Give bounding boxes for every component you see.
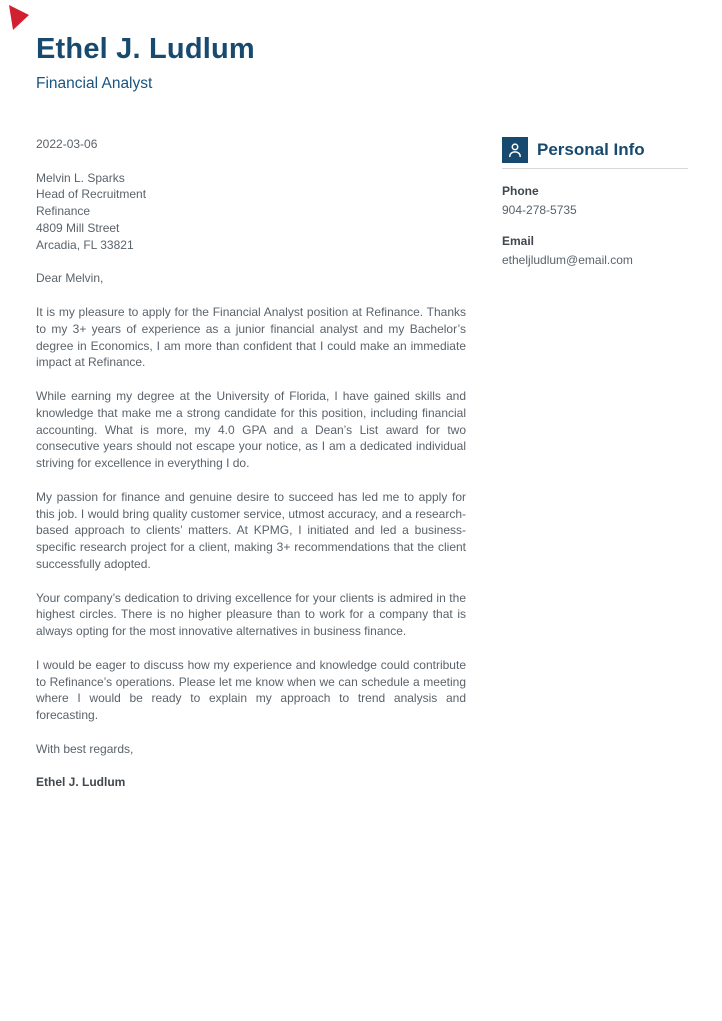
person-icon	[502, 137, 528, 163]
email-value: etheljludlum@email.com	[502, 253, 633, 267]
recipient-name: Melvin L. Sparks	[36, 170, 125, 185]
letter-paragraph-2: While earning my degree at the University of Florida, I have gained skills and knowledge that make me a strong candidate for this position, including financial accounting. What is more, my 4.0 GPA and a Dean’s List award for two consecutive years should not escape your notice, as I am a dedicated individual striving for excellence in everything I do.	[36, 388, 466, 471]
closing-line: With best regards,	[36, 741, 134, 756]
contact-field-phone	[502, 183, 688, 219]
personal-info-header	[502, 137, 688, 169]
phone-value: 904-278-5735	[502, 203, 577, 217]
recipient-street: 4809 Mill Street	[36, 220, 120, 235]
recipient-company: Refinance	[36, 204, 91, 219]
document-header	[36, 34, 536, 93]
personal-info-sidebar	[502, 137, 688, 269]
recipient-address-block	[36, 170, 466, 254]
personal-info-heading: Personal Info	[537, 139, 645, 159]
letter-body-column	[36, 136, 466, 808]
contact-field-email	[502, 233, 688, 269]
red-triangle-decoration	[6, 3, 36, 33]
letter-paragraph-1: It is my pleasure to apply for the Financial Analyst position at Refinance. Thanks to my 3+ years of experience as a junior financial analyst and my Bachelor’s degree in Economics, I am more than confident that I could make an immediate impact at Refinance.	[36, 304, 466, 370]
recipient-role: Head of Recruitment	[36, 187, 147, 202]
letter-paragraph-3: My passion for finance and genuine desire to succeed has led me to apply for this job. I would bring quality customer service, utmost accuracy, and a research-based approach to clients’ matters. At KPMG, I initiated and led a business-specific research project for a client, making 3+ recommendations that the client successfully adopted.	[36, 489, 466, 571]
email-label: Email	[502, 234, 535, 248]
salutation: Dear Melvin,	[36, 271, 104, 286]
applicant-job-title: Financial Analyst	[36, 74, 153, 92]
signature-name: Ethel J. Ludlum	[36, 775, 126, 790]
recipient-city: Arcadia, FL 33821	[36, 237, 134, 252]
phone-label: Phone	[502, 184, 539, 198]
letter-paragraph-4: Your company’s dedication to driving excellence for your clients is admired in the highest circles. There is no higher pleasure than to work for a company that is always opting for the most innovative alternatives in business finance.	[36, 590, 466, 639]
letter-date: 2022-03-06	[36, 137, 98, 151]
red-triangle-shape	[9, 5, 29, 30]
applicant-name: Ethel J. Ludlum	[36, 33, 255, 65]
letter-paragraph-5: I would be eager to discuss how my experience and knowledge could contribute to Refinance’s operations. Please let me know when we can schedule a meeting where I would be ready to explain my approach to trend analysis and forecasting.	[36, 657, 466, 723]
